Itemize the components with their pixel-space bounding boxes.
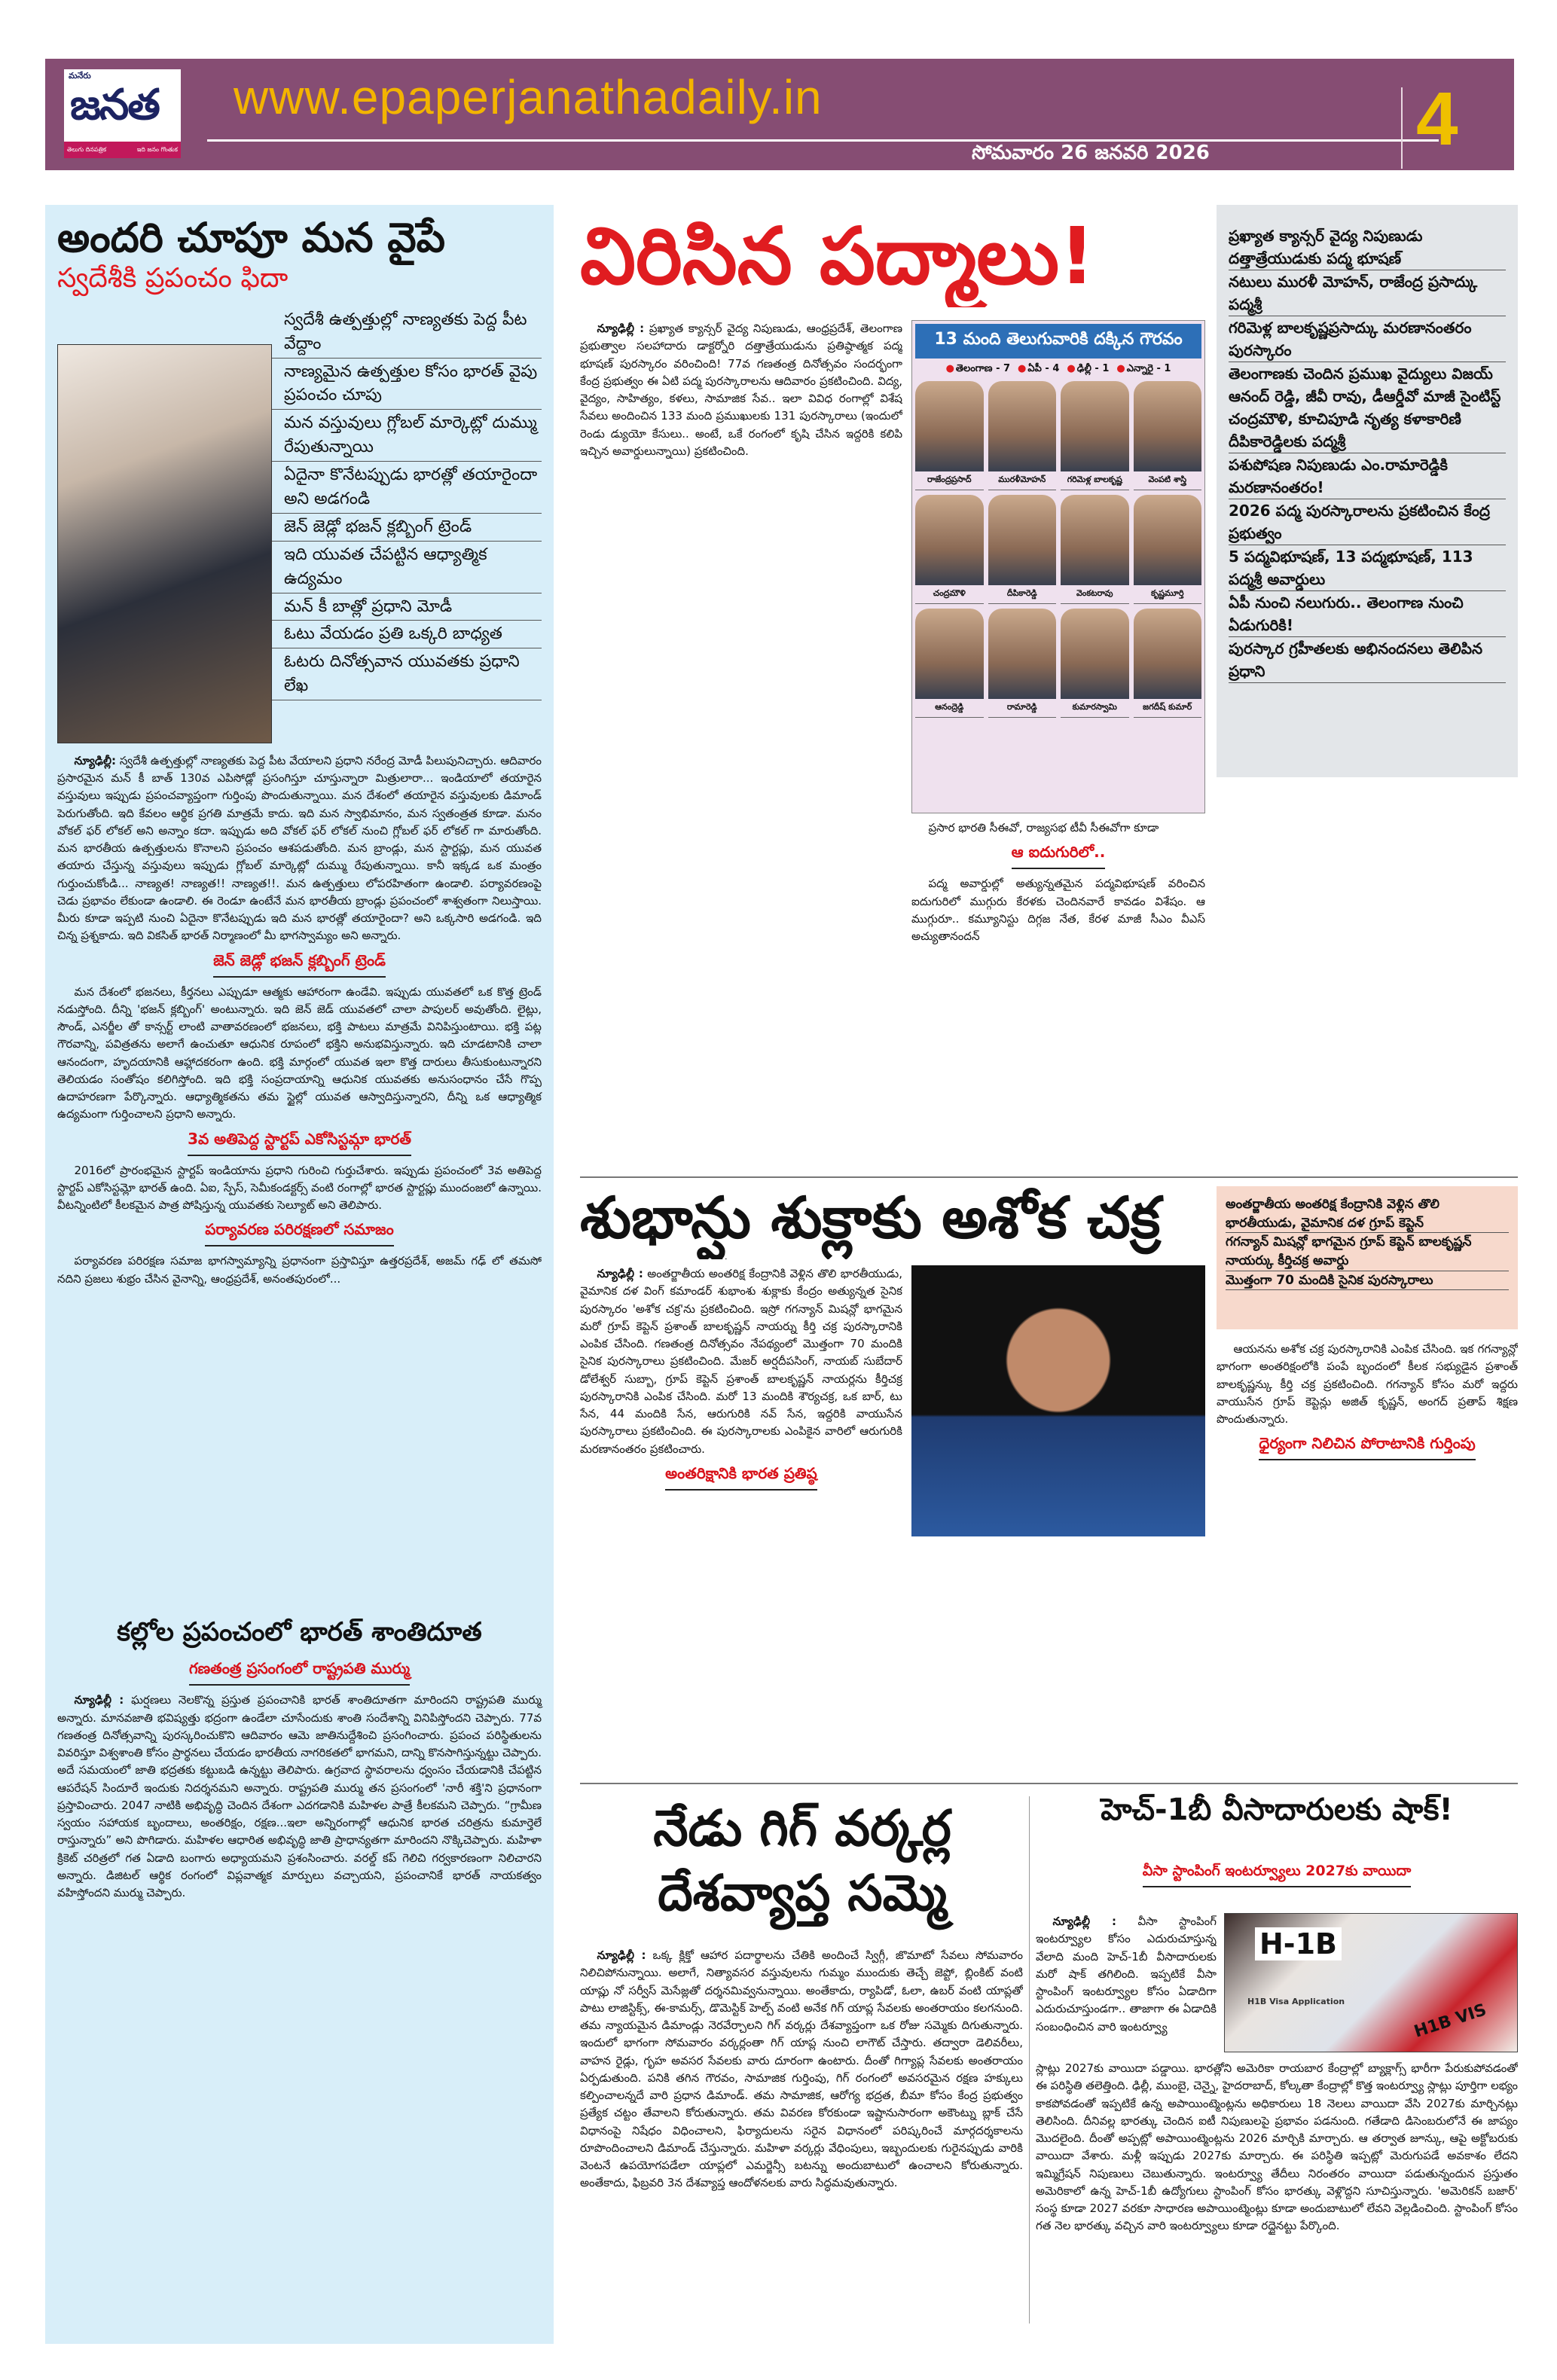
section-divider: [580, 1783, 1518, 1784]
story-headline: అందరి చూపూ మన వైపే: [57, 214, 446, 261]
highlight: ఏదైనా కొనేటప్పుడు భారత్లో తయారైందా అని అడగండి: [57, 462, 542, 514]
h1b-text: స్లాట్లు 2027కు వాయిదా పడ్డాయి. భారత్లోని అమెరికా రాయబార కేంద్రాల్లో బ్యాక్లాగ్స్ భారీగా పేరుకుపోవడంతో ఈ పరిస్థితి తలెత్తింది. ఢిల్లీ, ముంబై, చెన్నై, హైదరాబాద్, కోల్కతా కేంద్రాల్లో కొత్త ఇంటర్వ్యూ స్లాట్లు పూర్తిగా లభ్యం కాకపోవడంతో ఇప్పటికే ఉన్న అపాయింట్మెంట్లను అధికారులు 18 నెలలు వాయిదా వేసి 2027కు మార్చినట్లు తెలిసింది. దీనివల్ల భారత్కు చెందిన ఐటీ నిపుణులపై ప్రభావం పడనుంది. గతేడాది డిసెంబరులోనే ఈ జాప్యం మొదలైంది. దీంతో అప్పట్లో అపాయింట్మెంట్లను 2026 మార్చికి మార్చారు. ఆ తర్వాత జూన్కు, ఆపై అక్టోబరుకు వాయిదా వేశారు. మళ్లీ ఇప్పుడు 2027కు మార్చారు. ఈ పరిస్థితి ఇప్పట్లో మెరుగుపడే అవకాశం లేదని ఇమ్మిగ్రేషన్ నిపుణులు చెబుతున్నారు. ఇంటర్వ్యూ తేదీలు నిరంతరం వాయిదా పడుతున్నందున ప్రస్తుతం అమెరికాలో ఉన్న హెచ్-1బీ ఉద్యోగులు స్టాంపింగ్ కోసం భారత్కు వెళ్లొద్దని సూచిస్తున్నారు. 'అమెరికన్ బజార్' సంస్థ కూడా 2027 వరకూ సాధారణ అపాయింట్మెంట్లు కూడా అందుబాటులో లేవని వెల్లడించింది. స్టాంపింగ్ కోసం గత నెల భారత్కు వచ్చిన వారి ఇంటర్వ్యూలు కూడా రద్దైనట్టు పేర్కొంది.: [1036, 2061, 1518, 2233]
count-nri: ● ఎన్నారై - 1: [1116, 363, 1171, 377]
site-url[interactable]: www.epaperjanathadaily.in: [234, 70, 823, 124]
shubhanshu-body: [580, 1265, 902, 1774]
count-delhi: ● ఢిల్లీ - 1: [1067, 363, 1109, 377]
murmu-text: ఘర్షణలు నెలకొన్న ప్రస్తుత ప్రపంచానికి భారత్ శాంతిదూతగా మారిందని రాష్ట్రపతి ముర్ము అన్నారు. మానవజాతి భవిష్యత్తు భద్రంగా ఉండేలా చూసేందుకు శాంతి సందేశాన్ని వినిపిస్తోందని చెప్పారు. 77వ గణతంత్ర దినోత్సవాన్ని పురస్కరించుకొని ఆదివారం ఆమె జాతినుద్దేశించి ప్రసంగించారు. ప్రపంచ పరిస్థితులను వివరిస్తూ విశ్వశాంతి కోసం ప్రార్థనలు చేయడం భారతీయ నాగరికతలో భాగమని, దాన్ని కొనసాగిస్తున్నట్టు చెప్పారు. అదే సమయంలో జాతి భద్రతకు కట్టుబడి ఉన్నట్టు తెలిపారు. ఉగ్రవాద స్థావరాలను ధ్వంసం చేయడానికి చేపట్టిన ఆపరేషన్ సిందూరే ఇందుకు నిదర్శనమని అన్నారు. రాష్ట్రపతి ముర్ము తన ప్రసంగంలో 'నారీ శక్తి'ని ప్రధానంగా ప్రస్తావించారు. 2047 నాటికి అభివృద్ధి చెందిన దేశంగా ఎదగడానికి మహిళల పాత్రే కీలకమని చెప్పారు. “గ్రామీణ స్వయం సహాయక బృందాలు, అంతరిక్షం, రక్షణ...ఇలా అన్నిరంగాల్లో ఆధునిక భారత చరిత్రను కుమార్తెలే రాస్తున్నారు” అని పొగిడారు. మహిళల ఆధారిత అభివృద్ధి జాతి ప్రాధాన్యతగా మారిందని నొక్కిచెప్పారు. మహిళా క్రికెట్ చరిత్రలో గత ఏడాది బంగారు అధ్యాయమని ప్రశంసించారు. వరల్డ్ కప్ గెలిచి గర్వకారణంగా నిలిచారని అన్నారు. డిజిటల్ ఆర్థిక రంగంలో విప్లవాత్మక మార్పులు వచ్చాయని, ప్రపంచానికే భారత్ నాయకత్వం వహిస్తోందని ముర్ము చెప్పారు.: [57, 1693, 542, 1900]
awardee-name: రాజేంద్రప్రసాద్: [915, 471, 984, 490]
lead-paragraph: [57, 752, 542, 945]
murmu-subheadline: గణతంత్ర ప్రసంగంలో రాష్ట్రపతి ముర్ము: [189, 1659, 410, 1686]
padma-headline: విరిసిన పద్మాలు!: [580, 210, 1095, 302]
h1b-body-side: [1036, 1913, 1217, 2056]
awardee: [988, 609, 1057, 718]
sidebar-highlight: గరిమెళ్ల బాలకృష్ణప్రసాద్కు మరణానంతరం పురస్కారం: [1229, 316, 1506, 362]
awardee: [1061, 609, 1129, 718]
padma-body2: పద్మ అవార్డుల్లో అత్యున్నతమైన పద్మవిభూషణ్ వరించిన ఐదుగురిలో ముగ్గురు కేరళకు చెందినవారే కావడం విశేషం. ఆ ముగ్గురూ.. కమ్యూనిస్టు దిగ్గజ నేత, కేరళ మాజీ సీఎం వీఎస్ అచ్యుతానందన్: [911, 877, 1205, 943]
section-heading: పర్యావరణ పరిరక్షణలో సమాజం: [205, 1220, 394, 1246]
shubhanshu-body-col3: [1217, 1341, 1518, 1774]
gig-paragraph: [580, 1947, 1023, 2192]
sidebar-highlight: ప్రఖ్యాత క్యాన్సర్ వైద్య నిపుణుడు దత్తాత్రేయుడుకు పద్మ భూషణ్: [1229, 224, 1506, 270]
h1b-subheadline: వీసా స్టాంపింగ్ ఇంటర్వ్యూలు 2027కు వాయిదా: [1143, 1863, 1412, 1887]
logo-wordmark: జనత: [70, 81, 159, 130]
murmu-body: [57, 1692, 542, 1902]
highlight: మన్ కీ బాత్లో ప్రధాని మోడీ: [57, 593, 542, 621]
gig-headline-line1: నేడు గిగ్ వర్కర్ల: [653, 1799, 951, 1857]
logo-top: మనేరు: [69, 71, 91, 81]
logo-tagline: [64, 142, 181, 158]
count-ap: ● ఏపీ - 4: [1018, 363, 1059, 377]
awardee-photo: [915, 609, 984, 699]
awardee: [915, 495, 984, 604]
dateline: న్యూఢిల్లీ :: [1052, 1915, 1116, 1928]
awardee-name: వెంపటి శాస్త్రి: [1134, 471, 1202, 490]
section-body: పర్యావరణ పరిరక్షణ సమాజ భాగస్వామ్యాన్ని ప్రధానంగా ప్రస్తావిస్తూ ఉత్తరప్రదేశ్, అజమ్ గఢ్ లో తమసో నదిని ప్రజలు శుభ్రం చేసిన వైనాన్ని, ఆంధ్రప్రదేశ్, అనంతపురంలో...: [57, 1254, 542, 1286]
highlight: జెన్ జెడ్లో భజన్ క్లబ్బింగ్ ట్రెండ్: [57, 514, 542, 542]
dateline: న్యూఢిల్లీ:: [74, 753, 117, 767]
shubhanshu-text: అంతర్జాతీయ అంతరిక్ష కేంద్రానికి వెళ్లిన తొలి భారతీయుడు, వైమానిక దళ వింగ్ కమాండర్ శుభాంశు శుక్లాకు కేంద్రం అత్యున్నత సైనిక పురస్కారం 'అశోక చక్ర'ను ప్రకటించింది. ఇస్రో గగన్యాన్ మిషన్లో భాగమైన మరో గ్రూప్ కెప్టెన్ ప్రశాంత్ బాలకృష్ణన్ నాయర్ను కీర్తి చక్ర పురస్కారానికి ఎంపిక చేసింది. గణతంత్ర దినోత్సవం నేపథ్యంలో మొత్తంగా 70 మందికి సైనిక పురస్కారాలు ప్రకటించింది. మేజర్ అర్షదీపసింగ్, నాయబ్ సుబేదార్ డోలేశ్వర్ సుబ్బా, గ్రూప్ కెప్టెన్ ప్రశాంత్ బాలకృష్ణన్ నాయర్లను కీర్తిచక్ర పురస్కారానికి ఎంపిక చేసింది. మరో 13 మందికి శౌర్యచక్ర, ఒక బార్, టు సేన, 44 మందికి సేన, ఆరుగురికి నవ్ సేన, ఇద్దరికి వాయుసేన పురస్కారాలు ప్రకటించింది. ఈ పురస్కారాలకు ఎంపికైన వారిలో ఆరుగురికి మరణానంతరం ప్రకటించారు.: [580, 1267, 902, 1456]
awardee: [988, 381, 1057, 490]
section-heading: 3వ అతిపెద్ద స్టార్టప్ ఎకోసిస్టమ్గా భారత్: [188, 1130, 411, 1156]
awardee-name: చంద్రమౌళి: [915, 585, 984, 604]
story-subheadline: స్వదేశీకి ప్రపంచం ఫిదా: [57, 262, 289, 294]
h1b-body: [1036, 2060, 1518, 2346]
awardee-photo: [1061, 381, 1129, 471]
awardee: [1134, 381, 1202, 490]
masthead: [45, 59, 1514, 170]
h1b-lead-text: వీసా స్టాంపింగ్ ఇంటర్వ్యూల కోసం ఎదురుచూస్తున్న వేలాది మంది హెచ్-1బీ వీసాదారులకు మరో షాక్ తగిలింది. ఇప్పటికే వీసా స్టాంపింగ్ ఇంటర్వ్యూల కోసం ఏడాదిగా ఎదురుచూస్తుండగా.. తాజాగా ఈ ఏడాదికి సంబంధించిన వారి ఇంటర్వ్యూ: [1036, 1915, 1217, 2034]
awardee-name: రామారెడ్డి: [988, 699, 1057, 718]
awardee: [988, 495, 1057, 604]
logo-tag-1: తెలుగు దినపత్రిక: [67, 146, 107, 153]
astronaut-photo: [911, 1265, 1205, 1536]
header-vertical-divider: [1401, 87, 1403, 169]
padma-lead: [580, 320, 902, 460]
awardee-name: వెంకటరావు: [1061, 585, 1129, 604]
dateline: న్యూఢిల్లీ :: [74, 1693, 124, 1707]
page-number: 4: [1416, 81, 1458, 157]
awardee-name: కుమారస్వామి: [1061, 699, 1129, 718]
dateline: న్యూఢిల్లీ :: [597, 322, 645, 335]
awardee-photo: [915, 381, 984, 471]
section-heading: ధైర్యంగా నిలిచిన పోరాటానికి గుర్తింపు: [1259, 1434, 1476, 1460]
section-heading: ఆ ఐదుగురిలో..: [1012, 843, 1106, 869]
gig-headline: [580, 1796, 1024, 1939]
sidebar-highlight: పురస్కార గ్రహీతలకు అభినందనలు తెలిపిన ప్రధాని: [1229, 637, 1506, 683]
shubhanshu-headline: శుభాన్షు శుక్లాకు అశోక చక్ర: [580, 1184, 1161, 1251]
panel-title: 13 మంది తెలుగువారికి దక్కిన గౌరవం: [915, 324, 1201, 359]
gig-body: [580, 1947, 1023, 2346]
shubhanshu-body3: ఆయనను అశోక చక్ర పురస్కారానికి ఎంపిక చేసింది. ఇక గగన్యాన్లో భాగంగా అంతరిక్షంలోకి పంపే బృందంలో కీలక సభ్యుడైన ప్రశాంత్ బాలకృష్ణన్కు కీర్తి చక్ర ప్రకటించింది. గగన్యాన్ కోసం మరో ఇద్దరు వాయుసేన గ్రూప్ కెప్టెన్లు అజిత్ కృష్ణన్, అంగద్ ప్రతాప్ శిక్షణ పొందుతున్నారు.: [1217, 1342, 1518, 1426]
military-awards-highlights: [1217, 1186, 1518, 1329]
padma-body-col2: [911, 819, 1205, 1170]
gig-text: ఒక్క క్లిక్తో ఆహార పదార్థాలను చేతికి అందించే స్విగ్గీ, జొమాటో సేవలు సోమవారం నిలిచిపోనున్నాయి. అలాగే, నిత్యావసర వస్తువులను గుమ్మం ముందుకు తెచ్చే జెప్టో, బ్లింకిట్ వంటి యాప్లు నో సర్వీస్ మెసేజ్లతో దర్శనమివ్వనున్నాయి. అంతేకాదు, ర్యాపిడో, ఓలా, ఉబర్ వంటి యాప్లతో పాటు లాజిస్టిక్స్, ఈ-కామర్స్, డొమెస్టిక్ హెల్ప్ వంటి అనేక గిగ్ యాప్ల సేవలకు అంతరాయం కలగనుంది. తమ న్యాయమైన డిమాండ్లు నెరవేర్చాలని గిగ్ వర్కర్లు దేశవ్యాప్తంగా ఒక రోజు సమ్మెకు దిగుతున్నారు. ఇందులో భాగంగా సోమవారం వర్కర్లంతా గిగ్ యాప్ల నుంచి లాగౌట్ చేస్తారు. తద్వారా డెలివరీలు, వాహన రైడ్లు, గృహ అవసర సేవలకు వారు దూరంగా ఉంటారు. దీంతో గిగ్యాప్ల సేవలకు అంతరాయం ఏర్పడుతుంది. పనికి తగిన గౌరవం, సామాజిక గుర్తింపు, గిగ్ రంగంలో అవసరమైన రక్షణ హక్కులు కల్పించాలన్నదే వారి ప్రధాన డిమాండ్. తమ సామాజిక, ఆరోగ్య భద్రత, బీమా కోసం కేంద్ర ప్రభుత్వం ప్రత్యేక చట్టం తేవాలని కోరుతున్నారు. తమ వివరణ కోరకుండా ఇష్టానుసారంగా అకౌంట్ను బ్లాక్ చేసే విధానంపై నిషేధం విధించాలని, ఫిర్యాదులను సరైన విధానంలో పరిష్కరించే మార్గదర్శకాలను రూపొందించాలని డిమాండ్ చేస్తున్నారు. మహిళా వర్కర్లు వేధింపులు, ఇబ్బందులకు గురైనప్పుడు వారికి వెంటనే ఉపయోగపడేలా యాప్లలో ఎమర్జెన్సీ బటన్ను అందుబాటులో ఉంచాలని కోరుతున్నారు. అంతేకాదు, ఫిబ్రవరి 3న దేశవ్యాప్త ఆందోళనలకు వారు సిద్ధమవుతున్నారు.: [580, 1948, 1023, 2190]
h1b-sub-wrap: [1036, 1857, 1518, 1902]
awardee: [1061, 495, 1129, 604]
awardee: [915, 381, 984, 490]
awardee-photo: [988, 381, 1057, 471]
awardee-name: ఆనంద్రెడ్డి: [915, 699, 984, 718]
issue-date: సోమవారం 26 జనవరి 2026: [972, 142, 1210, 164]
lead-text: స్వదేశీ ఉత్పత్తుల్లో నాణ్యతకు పెద్ద పీట వేయాలని ప్రధాని నరేంద్ర మోడీ పిలుపునిచ్చారు. ఆదివారం ప్రసారమైన మన్ కీ బాత్ 130వ ఎపిసోడ్లో ప్రసంగిస్తూ చూస్తున్నారా మిత్రులారా... ఇండియాలో తయారైన వస్తువులు ఇప్పుడు ప్రపంచవ్యాప్తంగా గుర్తింపు పొందుతున్నాయి. మన దేశంలో తయారైన వస్తువులకు డిమాండ్ పెరుగుతోంది. ఇది కేవలం ఆర్థిక ప్రగతి మాత్రమే కాదు. ఇది మన స్వాభిమానం, మన స్వతంత్రత కూడా. మనం వోకల్ ఫర్ లోకల్ అని అన్నాం కదా. ఇప్పుడు అది వోకల్ ఫర్ లోకల్ నుంచి గ్లోబల్ ఫర్ లోకల్ గా మారుతోంది. మన భారతీయ ఉత్పత్తులను కొనాలని ప్రపంచం ఆశపడుతోంది. మన బ్రాండ్లు, మన స్టార్టప్లు, మన యువత తయారు చేస్తున్న వస్తువులు ఇప్పుడు గ్లోబల్ మార్కెట్లో దుమ్ము రేపుతున్నాయి. కానీ ఇక్కడ ఒక మంత్రం గుర్తుంచుకోండి... నాణ్యత! నాణ్యత!! నాణ్యత!!. మన ఉత్పత్తులు లోపరహితంగా ఉండాలి. పర్యావరణంపై చెడు ప్రభావం లేకుండా ఉండాలి. ఈ రెండూ ఉంటేనే మన భారతీయ బ్రాండ్లు ప్రపంచంలో శాశ్వతంగా నిలుస్తాయి. మీరు కూడా ఇప్పటి నుంచి ఏదైనా కొనేటప్పుడు ఇది మన భారత్లో తయారైందా? అని ఒక్కసారి అడగండి. ఇది చిన్న ప్రశ్నకాదు. ఇది వికసిత్ భారత్ నిర్మాణంలో మీ భాగస్వామ్యం అని అన్నారు.: [57, 753, 542, 943]
mann-ki-baat-story: [45, 205, 554, 2344]
awardee: [1134, 609, 1202, 718]
h1b-headline: హెచ్-1బీ వీసాదారులకు షాక్!: [1101, 1793, 1453, 1827]
logo-tag-2: ఇది జనం గొంతుక: [136, 146, 178, 153]
section-divider: [580, 1176, 1518, 1178]
awardee: [1134, 495, 1202, 604]
awardee: [915, 609, 984, 718]
padma-body: [580, 320, 902, 1167]
awardee-photo: [1134, 495, 1202, 585]
section-heading: అంతరిక్షానికి భారత ప్రతిష్ఠ: [665, 1464, 817, 1491]
h1b-lead: [1036, 1913, 1217, 2036]
awardee-name: దీపికారెడ్డి: [988, 585, 1057, 604]
awardee-name: జగదీష్ కుమార్: [1134, 699, 1202, 718]
sidebar-highlight: ఏపీ నుంచి నలుగురు.. తెలంగాణ నుంచి ఏడుగురికి!: [1229, 591, 1506, 637]
awardee-photo: [1061, 609, 1129, 699]
awardee: [1061, 381, 1129, 490]
box-highlight: అంతర్జాతీయ అంతరిక్ష కేంద్రానికి వెళ్లిన తొలి భారతీయుడు, వైమానిక దళ గ్రూప్ కెప్టెన్: [1226, 1195, 1509, 1233]
highlight: ఓటు వేయడం ప్రతి ఒక్కరి బాధ్యత: [57, 621, 542, 648]
highlight: ఇది యువత చేపట్టిన ఆధ్యాత్మిక ఉద్యమం: [57, 542, 542, 593]
awardee-name: కృష్ణమూర్తి: [1134, 585, 1202, 604]
sidebar-highlight: తెలంగాణకు చెందిన ప్రముఖ వైద్యులు విజయ్ ఆనంద్ రెడ్డి, జీవీ రావు, డీఆర్డీవో మాజీ సైంటిస్ట్ చంద్రమౌళి, కూచిపూడి నృత్య కళాకారిణి దీపికారెడ్డిలకు పద్మశ్రీ: [1229, 362, 1506, 453]
modi-photo: [57, 344, 272, 743]
awardee-photo: [1134, 381, 1202, 471]
awardee-photo: [1134, 609, 1202, 699]
sidebar-highlight: 2026 పద్మ పురస్కారాలను ప్రకటించిన కేంద్ర ప్రభుత్వం: [1229, 499, 1506, 545]
dateline: న్యూఢిల్లీ :: [597, 1267, 643, 1280]
box-highlight: మొత్తంగా 70 మందికి సైనిక పురస్కారాలు: [1226, 1271, 1509, 1291]
murmu-headline: కల్లోల ప్రపంచంలో భారత్ శాంతిదూత: [117, 1617, 482, 1648]
image-label: H1B Visa Application: [1247, 1997, 1345, 2006]
logo[interactable]: [64, 69, 181, 158]
box-highlight: గగన్యాన్ మిషన్లో భాగమైన గ్రూప్ కెప్టెన్ బాలకృష్ణన్ నాయర్కు కీర్తిచక్ర అవార్డు: [1226, 1233, 1509, 1271]
awardee-photo: [915, 495, 984, 585]
column-rule: [1029, 1796, 1030, 2324]
header-divider: [207, 139, 1439, 142]
sidebar-highlight: పశుపోషణ నిపుణుడు ఎం.రామారెడ్డికి మరణానంతరం!: [1229, 453, 1506, 499]
awardee-photo: [988, 609, 1057, 699]
image-label: H1B VIS: [1412, 2000, 1489, 2042]
padma-photo-panel: [911, 320, 1205, 813]
awardee-grid: [915, 381, 1201, 718]
padma-highlights-sidebar: [1217, 205, 1518, 777]
awardee-name: గరిమెళ్ల బాలకృష్ణ: [1061, 471, 1129, 490]
sidebar-highlight: 5 పద్మవిభూషణ్, 13 పద్మభూషణ్, 113 పద్మశ్రీ అవార్డులు: [1229, 545, 1506, 591]
section-body: మన దేశంలో భజనలు, కీర్తనలు ఎప్పుడూ ఆత్మకు ఆహారంగా ఉండేవి. ఇప్పుడు యువతలో ఒక కొత్త ట్రెండ్ నడుస్తోంది. దీన్ని 'భజన్ క్లబ్బింగ్' అంటున్నారు. ఇది జెన్ జెడ్ యువతలో చాలా పాపులర్ అవుతోంది. లైట్లు, సౌండ్, ఎనర్జీల తో కాన్సర్ట్ లాంటి వాతావరణంలో భజనలు, భక్తి పాటలు మాత్రమే వినిపిస్తుంటాయి. భక్తి పట్ల గౌరవాన్ని, పవిత్రతను అలాగే ఉంచుతూ ఆధునిక రూపంలో భక్తిని అనుభవిస్తున్నారు. ఇది చూడటానికి చాలా ఆనందంగా, హృదయానికి ఆహ్లాదకరంగా ఉంది. భక్తి మార్గంలో యువత ఇలా కొత్త దారులు తీసుకుంటున్నారని తెలియడం సంతోషం కలిగిస్తోంది. ఇది భక్తి సంప్రదాయాన్ని ఆధునిక యువతకు అనుసంధానం చేసే గొప్ప ఉదాహరణగా పేర్కొన్నారు. ఆధ్యాత్మికతను తమ స్టైల్లో యువత ఆస్వాదిస్తున్నారని, దీన్ని ఒక ఆధ్యాత్మిక ఉద్యమంగా గుర్తించాలని ప్రధాని అన్నారు.: [57, 984, 542, 1121]
highlight: నాణ్యమైన ఉత్పత్తుల కోసం భారత్ వైపు ప్రపంచం చూపు: [57, 359, 542, 410]
padma-lead-text: ప్రఖ్యాత క్యాన్సర్ వైద్య నిపుణుడు, ఆంధ్రప్రదేశ్, తెలంగాణ ప్రభుత్వాల సలహాదారు డాక్టర్నోరి దత్తాత్రేయుడును ప్రతిష్ఠాత్మక పద్మ భూషణ్ పురస్కారం వరించింది! 77వ గణతంత్ర దినోత్సవం సందర్భంగా కేంద్ర ప్రభుత్వం ఈ ఏటి పద్మ పురస్కారాలను ఆదివారం ప్రకటించింది. విద్య, వైద్యం, సాహిత్యం, కళలు, సామాజిక సేవ.. ఇలా వివిధ రంగాల్లో విశేష సేవలు అందించిన 133 మంది ప్రముఖులకు 131 పురస్కారాలు (ఇందులో రెండు డ్యుయో కేసులు.. అంటే, ఒకే రంగంలో కృషి చేసిన ఇద్దరికి కలిపి ఇచ్చిన అవార్డులున్నాయి) ప్రకటించింది.: [580, 322, 902, 458]
awardee-photo: [988, 495, 1057, 585]
highlight: స్వదేశీ ఉత్పత్తుల్లో నాణ్యతకు పెద్ద పీట వేద్దాం: [57, 307, 542, 359]
dateline: న్యూఢిల్లీ :: [597, 1948, 646, 1962]
section-body: 2016లో ప్రారంభమైన స్టార్టప్ ఇండియాను ప్రధాని గురించి గుర్తుచేశారు. ఇప్పుడు ప్రపంచంలో 3వ అతిపెద్ద స్టార్టప్ ఎకోసిస్టమ్లో భారత్ ఉంది. ఏఐ, స్పేస్, సెమీకండక్టర్స్ వంటి రంగాల్లో భారత స్టార్టప్లు ముందంజలో ఉన్నాయి. వీటన్నింటిలో కీలకమైన పాత్ర పోషిస్తున్న యువతకు సెల్యూట్ అని తెలిపారు.: [57, 1163, 542, 1213]
caption-line: ప్రసార భారతి సీఈవో, రాజ్యసభ టీవీ సీఈవోగా కూడా: [928, 821, 1159, 835]
highlight: ఓటరు దినోత్సవాన యువతకు ప్రధాని లేఖ: [57, 648, 542, 700]
gig-headline-line2: దేశవ్యాప్త సమ్మె: [658, 1863, 947, 1922]
section-heading: జెన్ జెడ్లో భజన్ క్లబ్బింగ్ ట్రెండ్: [213, 951, 386, 978]
awardee-name: మురళీమోహన్: [988, 471, 1057, 490]
state-counts: [915, 363, 1201, 377]
highlight: మన వస్తువులు గ్లోబల్ మార్కెట్లో దుమ్ము రేపుతున్నాయి: [57, 410, 542, 462]
image-label: H-1B: [1255, 1927, 1342, 1960]
awardee-photo: [1061, 495, 1129, 585]
count-telangana: ● తెలంగాణ - 7: [946, 363, 1010, 377]
shubhanshu-lead: [580, 1265, 902, 1458]
sidebar-highlight: నటులు మురళీ మోహన్, రాజేంద్ర ప్రసాద్కు పద్మశ్రీ: [1229, 270, 1506, 316]
h1b-visa-photo: [1224, 1913, 1518, 2052]
